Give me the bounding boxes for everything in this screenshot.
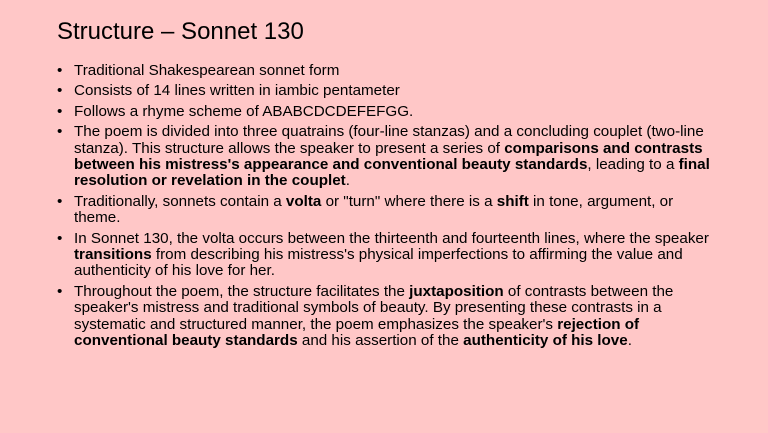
bullet-dot: • [57, 102, 63, 120]
bold-text: rejection of conventional beauty standards [74, 315, 640, 350]
bullet-dot: • [57, 192, 63, 210]
bold-text: transitions [74, 246, 152, 264]
text-segment: , leading to a [587, 156, 679, 174]
bullet-item [57, 63, 717, 79]
text-segment: or "turn" where there is a [321, 192, 497, 210]
text-segment: Traditionally, sonnets contain a [74, 192, 286, 210]
bold-text: comparisons and contrasts between his mistress's appearance and conventional beauty standards [74, 139, 703, 174]
bullet-item [57, 194, 717, 227]
bullet-dot: • [57, 123, 63, 141]
bullet-item [57, 124, 717, 190]
bullet-item [57, 284, 717, 350]
bold-text: authenticity of his love [463, 332, 628, 350]
text-segment: . [345, 172, 350, 190]
text-segment: In Sonnet 130, the volta occurs between the thirteenth and fourteenth lines, where the speaker [74, 229, 709, 247]
bullet-item [57, 231, 717, 280]
bullet-dot: • [57, 282, 63, 300]
text-segment: and his assertion of the [297, 332, 464, 350]
text-segment: Consists of 14 lines written in iambic pentameter [74, 82, 400, 100]
text-segment: Follows a rhyme scheme of ABABCDCDEFEFGG. [74, 102, 414, 120]
bullet-dot: • [57, 82, 63, 100]
bullet-dot: • [57, 229, 63, 247]
bullet-item [57, 83, 717, 99]
bold-text: juxtaposition [409, 282, 504, 300]
text-segment: of contrasts between the speaker's mistress and traditional symbols of beauty. By presenting these contrasts in a systematic and structured manner, the poem emphasizes the speaker's [74, 282, 674, 333]
bold-text: volta [285, 192, 322, 210]
bold-text: shift [496, 192, 529, 210]
text-segment: . [627, 332, 632, 350]
text-segment: The poem is divided into three quatrains (four-line stanzas) and a concluding couplet (two-line stanza). This structure allows the speaker to present a series of [74, 123, 704, 157]
text-segment: in tone, argument, or theme. [74, 192, 674, 227]
text-segment: from describing his mistress's physical imperfections to affirming the value and authenticity of his love for her. [74, 246, 683, 280]
bold-text: final resolution or revelation in the couplet [74, 156, 710, 190]
slide-title: Structure – Sonnet 130 [57, 18, 304, 45]
text-segment: Traditional Shakespearean sonnet form [74, 62, 340, 79]
bullet-list [57, 63, 717, 354]
text-segment: Throughout the poem, the structure facilitates the [74, 282, 410, 300]
bullet-item [57, 104, 717, 120]
bullet-dot: • [57, 62, 63, 79]
